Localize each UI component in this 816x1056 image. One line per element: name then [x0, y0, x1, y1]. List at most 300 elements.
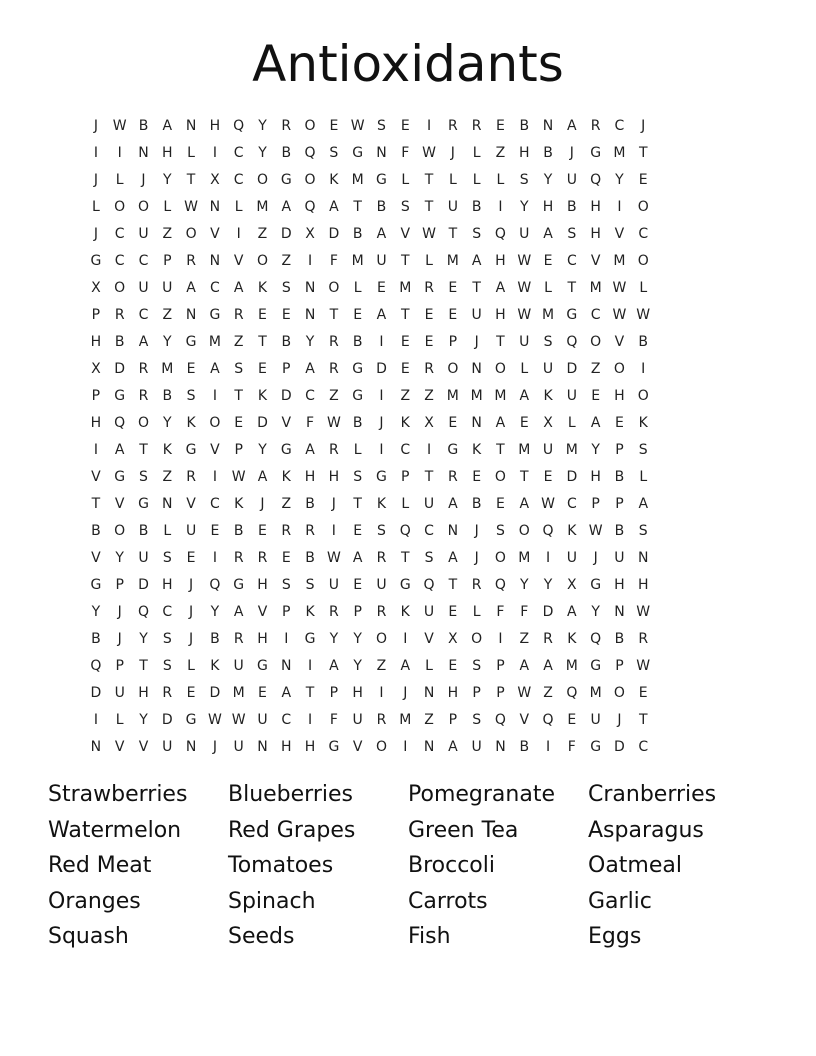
grid-letter: Y — [519, 199, 529, 215]
grid-letter: Y — [353, 658, 362, 674]
grid-letter: C — [209, 496, 220, 512]
grid-letter: O — [256, 172, 268, 188]
grid-letter: H — [90, 415, 102, 431]
grid-letter: R — [281, 118, 292, 134]
word-list-item: Tomatoes — [228, 853, 334, 879]
grid-letter: R — [638, 631, 649, 647]
grid-letter: F — [496, 604, 505, 620]
grid-letter: P — [91, 307, 101, 323]
grid-letter: Q — [566, 685, 578, 701]
grid-letter: P — [615, 658, 624, 674]
grid-letter: G — [590, 658, 602, 674]
grid-letter: H — [162, 577, 173, 593]
grid-letter: I — [212, 145, 217, 161]
grid-letter: N — [423, 685, 435, 701]
grid-letter: W — [612, 307, 627, 323]
grid-letter: Z — [329, 388, 339, 404]
grid-letter: T — [400, 253, 410, 269]
grid-letter: H — [590, 226, 601, 242]
grid-letter: U — [185, 523, 197, 539]
grid-row — [84, 113, 734, 140]
grid-letter: J — [260, 496, 265, 512]
grid-letter: E — [567, 712, 577, 728]
grid-letter: K — [567, 523, 577, 539]
grid-letter: E — [496, 118, 505, 134]
grid-letter: C — [233, 145, 244, 161]
grid-letter: I — [498, 199, 503, 215]
grid-letter: K — [281, 469, 291, 485]
grid-letter: T — [139, 658, 148, 674]
grid-letter: U — [114, 685, 125, 701]
grid-letter: R — [233, 631, 244, 647]
grid-letter: M — [541, 307, 555, 323]
grid-letter: M — [232, 685, 245, 701]
grid-letter: K — [472, 442, 482, 458]
grid-letter: H — [304, 739, 316, 755]
grid-letter: B — [281, 145, 292, 161]
grid-letter: I — [379, 442, 384, 458]
grid-letter: G — [376, 469, 387, 485]
grid-letter: T — [424, 469, 434, 485]
grid-letter: S — [472, 226, 482, 242]
grid-letter: W — [541, 496, 555, 512]
grid-letter: E — [424, 334, 434, 350]
grid-letter: K — [567, 631, 577, 647]
grid-letter: T — [496, 334, 505, 350]
grid-letter: N — [257, 739, 268, 755]
grid-letter: B — [114, 334, 125, 350]
grid-letter: A — [210, 361, 220, 377]
grid-letter: Y — [258, 118, 267, 134]
grid-letter: E — [638, 685, 648, 701]
grid-letter: R — [471, 118, 482, 134]
grid-letter: H — [518, 145, 530, 161]
grid-letter: H — [257, 631, 268, 647]
grid-letter: K — [257, 280, 268, 296]
grid-letter: A — [186, 280, 196, 296]
grid-letter: W — [588, 523, 603, 539]
grid-letter: M — [565, 442, 578, 458]
grid-letter: S — [305, 577, 315, 593]
grid-letter: X — [424, 415, 434, 431]
grid-letter: A — [519, 388, 530, 404]
grid-letter: T — [329, 307, 339, 323]
grid-letter: U — [233, 739, 244, 755]
grid-letter: F — [401, 145, 410, 161]
grid-letter: G — [304, 631, 316, 647]
word-list-item: Asparagus — [588, 817, 704, 843]
grid-letter: N — [162, 496, 173, 512]
grid-letter: C — [400, 442, 411, 458]
grid-letter: P — [496, 685, 505, 701]
grid-letter: O — [304, 172, 316, 188]
grid-letter: R — [376, 712, 387, 728]
grid-letter: N — [637, 550, 649, 566]
grid-letter: E — [448, 307, 458, 323]
grid-letter: S — [400, 199, 410, 215]
grid-letter: D — [376, 361, 387, 377]
grid-letter: I — [379, 388, 384, 404]
grid-letter: R — [257, 550, 268, 566]
word-list-item: Strawberries — [48, 782, 188, 807]
grid-letter: C — [233, 172, 244, 188]
grid-letter: R — [376, 550, 387, 566]
grid-letter: K — [543, 388, 553, 404]
grid-letter: V — [210, 442, 220, 458]
grid-letter: V — [91, 550, 101, 566]
grid-letter: R — [114, 307, 125, 323]
grid-letter: A — [305, 442, 315, 458]
grid-letter: A — [567, 604, 577, 620]
grid-letter: E — [353, 577, 363, 593]
grid-letter: V — [91, 469, 101, 485]
grid-letter: B — [305, 550, 315, 566]
grid-letter: O — [375, 739, 387, 755]
grid-letter: P — [91, 388, 101, 404]
grid-letter: A — [638, 496, 649, 512]
grid-letter: X — [91, 280, 101, 296]
grid-letter: A — [519, 658, 530, 674]
grid-letter: L — [187, 658, 195, 674]
grid-letter: I — [117, 145, 122, 161]
grid-letter: O — [637, 388, 649, 404]
grid-letter: S — [139, 469, 148, 485]
word-list-item: Seeds — [228, 924, 295, 950]
grid-letter: C — [305, 388, 315, 404]
word-list-item: Broccoli — [408, 853, 495, 879]
grid-letter: Q — [566, 334, 578, 350]
grid-letter: V — [138, 739, 149, 755]
grid-letter: F — [329, 712, 338, 728]
grid-letter: G — [352, 388, 364, 404]
grid-letter: L — [115, 172, 124, 188]
grid-letter: P — [115, 577, 124, 593]
grid-letter: O — [471, 631, 483, 647]
grid-letter: A — [519, 496, 530, 512]
grid-letter: Q — [90, 658, 102, 674]
grid-letter: A — [590, 415, 601, 431]
grid-letter: M — [589, 685, 602, 701]
grid-letter: Y — [210, 604, 220, 620]
grid-letter: U — [542, 442, 554, 458]
grid-row — [84, 302, 734, 329]
grid-letter: G — [209, 307, 221, 323]
grid-letter: Y — [591, 604, 600, 620]
grid-letter: S — [519, 172, 529, 188]
grid-letter: V — [257, 604, 268, 620]
grid-letter: E — [472, 469, 482, 485]
grid-letter: U — [519, 226, 530, 242]
grid-letter: U — [471, 307, 482, 323]
grid-letter: T — [400, 550, 410, 566]
grid-letter: N — [376, 145, 387, 161]
grid-letter: M — [589, 280, 602, 296]
grid-letter: R — [590, 118, 601, 134]
grid-letter: A — [281, 199, 292, 215]
grid-letter: V — [590, 253, 601, 269]
grid-letter: Q — [494, 712, 506, 728]
grid-letter: T — [258, 334, 267, 350]
grid-letter: T — [400, 307, 410, 323]
grid-letter: L — [91, 199, 100, 215]
grid-letter: I — [426, 442, 432, 458]
grid-letter: Y — [615, 172, 624, 188]
grid-letter: P — [591, 496, 600, 512]
grid-letter: K — [400, 604, 410, 620]
grid-letter: E — [448, 658, 458, 674]
grid-letter: E — [543, 253, 553, 269]
grid-letter: P — [496, 658, 505, 674]
grid-letter: N — [447, 523, 459, 539]
grid-letter: S — [377, 523, 386, 539]
word-list-item: Red Meat — [48, 853, 152, 879]
grid-letter: Q — [304, 199, 316, 215]
grid-letter: A — [448, 739, 458, 755]
grid-letter: H — [447, 685, 459, 701]
grid-letter: U — [566, 172, 577, 188]
grid-letter: V — [424, 631, 434, 647]
grid-letter: I — [617, 199, 622, 215]
grid-letter: J — [379, 415, 384, 431]
word-list-item: Cranberries — [588, 782, 717, 807]
grid-letter: K — [234, 496, 244, 512]
grid-letter: I — [212, 388, 217, 404]
grid-letter: L — [639, 469, 648, 485]
grid-letter: D — [614, 739, 625, 755]
grid-letter: G — [185, 442, 197, 458]
grid-row — [84, 383, 734, 410]
grid-letter: V — [614, 226, 625, 242]
grid-letter: Y — [258, 442, 267, 458]
grid-letter: Z — [424, 712, 434, 728]
grid-letter: I — [93, 145, 98, 161]
grid-letter: M — [494, 388, 507, 404]
grid-letter: L — [472, 604, 481, 620]
grid-letter: L — [401, 172, 410, 188]
grid-letter: J — [141, 172, 146, 188]
grid-letter: H — [304, 469, 316, 485]
grid-letter: Q — [542, 712, 554, 728]
grid-letter: N — [542, 118, 554, 134]
grid-letter: S — [281, 280, 291, 296]
grid-letter: T — [353, 496, 362, 512]
grid-letter: S — [377, 118, 386, 134]
grid-letter: O — [375, 631, 387, 647]
grid-letter: B — [233, 523, 244, 539]
grid-letter: B — [567, 199, 577, 215]
grid-letter: S — [281, 577, 291, 593]
grid-letter: M — [446, 388, 459, 404]
grid-letter: D — [90, 685, 102, 701]
grid-letter: G — [590, 577, 602, 593]
grid-letter: L — [353, 442, 362, 458]
grid-letter: S — [162, 550, 172, 566]
grid-letter: G — [590, 739, 602, 755]
grid-letter: L — [401, 496, 410, 512]
grid-letter: K — [210, 658, 220, 674]
grid-letter: W — [636, 604, 651, 620]
grid-letter: L — [425, 253, 433, 269]
grid-letter: J — [189, 604, 194, 620]
grid-letter: Q — [209, 577, 221, 593]
grid-letter: A — [233, 280, 244, 296]
grid-letter: Q — [304, 145, 316, 161]
grid-letter: R — [233, 550, 244, 566]
grid-letter: V — [614, 334, 625, 350]
grid-letter: N — [185, 118, 197, 134]
grid-letter: R — [447, 118, 458, 134]
grid-letter: J — [474, 550, 479, 566]
grid-letter: N — [138, 145, 149, 161]
grid-letter: R — [471, 577, 482, 593]
grid-letter: E — [543, 469, 553, 485]
word-list — [48, 777, 768, 955]
grid-letter: S — [162, 631, 172, 647]
grid-letter: E — [186, 550, 196, 566]
grid-letter: E — [281, 307, 291, 323]
grid-letter: P — [329, 685, 339, 701]
grid-row — [84, 356, 734, 383]
grid-letter: G — [185, 712, 197, 728]
grid-letter: O — [494, 361, 506, 377]
grid-letter: J — [189, 577, 194, 593]
grid-letter: U — [519, 334, 530, 350]
grid-letter: C — [281, 712, 292, 728]
grid-letter: L — [520, 361, 529, 377]
grid-letter: I — [426, 118, 432, 134]
grid-letter: I — [93, 712, 98, 728]
grid-letter: C — [614, 118, 625, 134]
grid-letter: K — [186, 415, 196, 431]
grid-letter: V — [281, 415, 292, 431]
grid-letter: S — [162, 658, 172, 674]
grid-letter: G — [90, 577, 102, 593]
grid-letter: O — [613, 685, 625, 701]
grid-letter: W — [422, 145, 436, 161]
grid-letter: Q — [494, 577, 506, 593]
grid-letter: R — [138, 361, 149, 377]
grid-letter: V — [352, 739, 363, 755]
grid-letter: B — [519, 739, 530, 755]
grid-row — [84, 491, 734, 518]
grid-letter: E — [615, 415, 624, 431]
grid-letter: B — [471, 496, 482, 512]
grid-row — [84, 248, 734, 275]
grid-letter: M — [256, 199, 269, 215]
grid-letter: O — [185, 226, 197, 242]
grid-letter: J — [331, 496, 336, 512]
grid-row — [84, 194, 734, 221]
grid-letter: F — [520, 604, 529, 620]
grid-letter: B — [614, 469, 625, 485]
grid-letter: A — [495, 280, 506, 296]
grid-letter: E — [281, 550, 291, 566]
word-list-item: Spinach — [228, 888, 316, 914]
grid-letter: J — [474, 523, 479, 539]
grid-letter: A — [400, 658, 411, 674]
grid-letter: L — [544, 280, 552, 296]
grid-letter: E — [258, 307, 267, 323]
grid-letter: O — [137, 199, 149, 215]
grid-letter: H — [328, 469, 340, 485]
grid-letter: O — [518, 523, 530, 539]
grid-letter: A — [543, 226, 553, 242]
grid-letter: L — [639, 280, 648, 296]
grid-letter: K — [400, 415, 410, 431]
grid-row — [84, 464, 734, 491]
grid-letter: U — [328, 577, 339, 593]
grid-letter: A — [471, 253, 482, 269]
grid-letter: Q — [590, 172, 602, 188]
grid-letter: V — [210, 226, 220, 242]
grid-letter: Y — [591, 442, 600, 458]
grid-letter: L — [472, 172, 481, 188]
letter-grid — [84, 113, 734, 761]
grid-letter: G — [114, 469, 126, 485]
grid-letter: G — [376, 172, 387, 188]
grid-letter: B — [281, 334, 292, 350]
grid-letter: E — [448, 415, 458, 431]
grid-letter: A — [233, 604, 244, 620]
grid-row — [84, 626, 734, 653]
grid-letter: L — [115, 712, 124, 728]
grid-row — [84, 572, 734, 599]
grid-letter: Z — [543, 685, 553, 701]
grid-letter: O — [494, 550, 506, 566]
grid-letter: H — [257, 577, 268, 593]
grid-letter: C — [590, 307, 601, 323]
grid-letter: U — [376, 577, 387, 593]
grid-letter: P — [448, 712, 458, 728]
grid-letter: N — [304, 307, 316, 323]
grid-letter: G — [566, 307, 578, 323]
grid-letter: Y — [329, 631, 339, 647]
grid-letter: T — [638, 712, 648, 728]
grid-letter: B — [376, 199, 387, 215]
grid-letter: R — [376, 604, 387, 620]
grid-letter: L — [496, 172, 505, 188]
grid-letter: Z — [162, 307, 173, 323]
grid-letter: R — [162, 685, 173, 701]
grid-letter: M — [565, 658, 578, 674]
grid-letter: B — [352, 334, 363, 350]
grid-letter: A — [495, 415, 506, 431]
grid-letter: J — [474, 334, 479, 350]
grid-letter: E — [448, 604, 458, 620]
grid-letter: Y — [163, 172, 172, 188]
word-list-item: Eggs — [588, 924, 642, 950]
grid-letter: A — [162, 118, 173, 134]
grid-letter: B — [352, 226, 363, 242]
grid-letter: N — [614, 604, 625, 620]
grid-letter: K — [257, 388, 268, 404]
grid-letter: J — [212, 739, 217, 755]
grid-letter: L — [234, 199, 243, 215]
grid-letter: Y — [519, 577, 529, 593]
grid-letter: W — [517, 685, 532, 701]
grid-letter: L — [163, 199, 172, 215]
grid-letter: E — [591, 388, 601, 404]
grid-letter: H — [495, 253, 506, 269]
grid-letter: W — [112, 118, 127, 134]
grid-letter: B — [91, 631, 101, 647]
grid-letter: R — [305, 523, 315, 539]
grid-letter: A — [376, 307, 387, 323]
grid-letter: W — [422, 226, 436, 242]
grid-letter: E — [377, 280, 386, 296]
grid-letter: L — [425, 658, 433, 674]
grid-letter: X — [448, 631, 458, 647]
